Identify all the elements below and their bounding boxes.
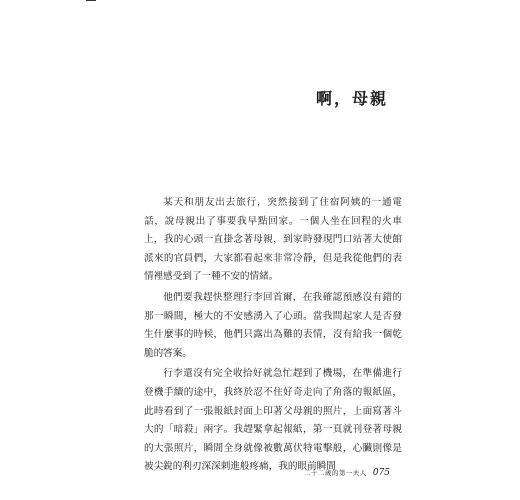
page-number: 075 [372, 468, 390, 478]
paragraph: 行李還沒有完全收拾好就急忙趕到了機場，在準備進行登機手續的途中，我終於忍不住好奇走向了角落的報紙區，此時看到了一張報紙封面上印著父母親的照片，上面寫著斗大的「暗殺」兩字。我趕緊拿起報紙，第一頁就刊登著母親的大張照片，瞬間全身就像被數萬伏特電擊般，心臟則像是被尖銳的利刃深深刺進般疼痛，我的眼前瞬間 [144, 368, 402, 473]
body-text [144, 194, 402, 477]
running-title: 二十二歲的第一夫人 [303, 469, 367, 477]
paragraph: 某天和朋友出去旅行，突然接到了住宿阿姨的一通電話，說母親出了事要我早點回家。一個人坐在回程的火車上，我的心頭一直掛念著母親，到家時發現門口站著大使館派來的官員們，大家都看起來非常冷靜，但是我從他們的表情裡感受到了一種不安的情緒。 [144, 197, 402, 283]
page-footer [304, 468, 390, 478]
top-rule [86, 0, 96, 1]
paragraph: 他們要我趕快整理行李回首爾，在我確認預感沒有錯的那一瞬間，極大的不安感湧入了心頭。當我問起家人是否發生什麼事的時候，他們只露出為難的表情，沒有給我一個乾脆的答案。 [144, 291, 402, 359]
chapter-title: 啊，母親 [315, 89, 388, 108]
